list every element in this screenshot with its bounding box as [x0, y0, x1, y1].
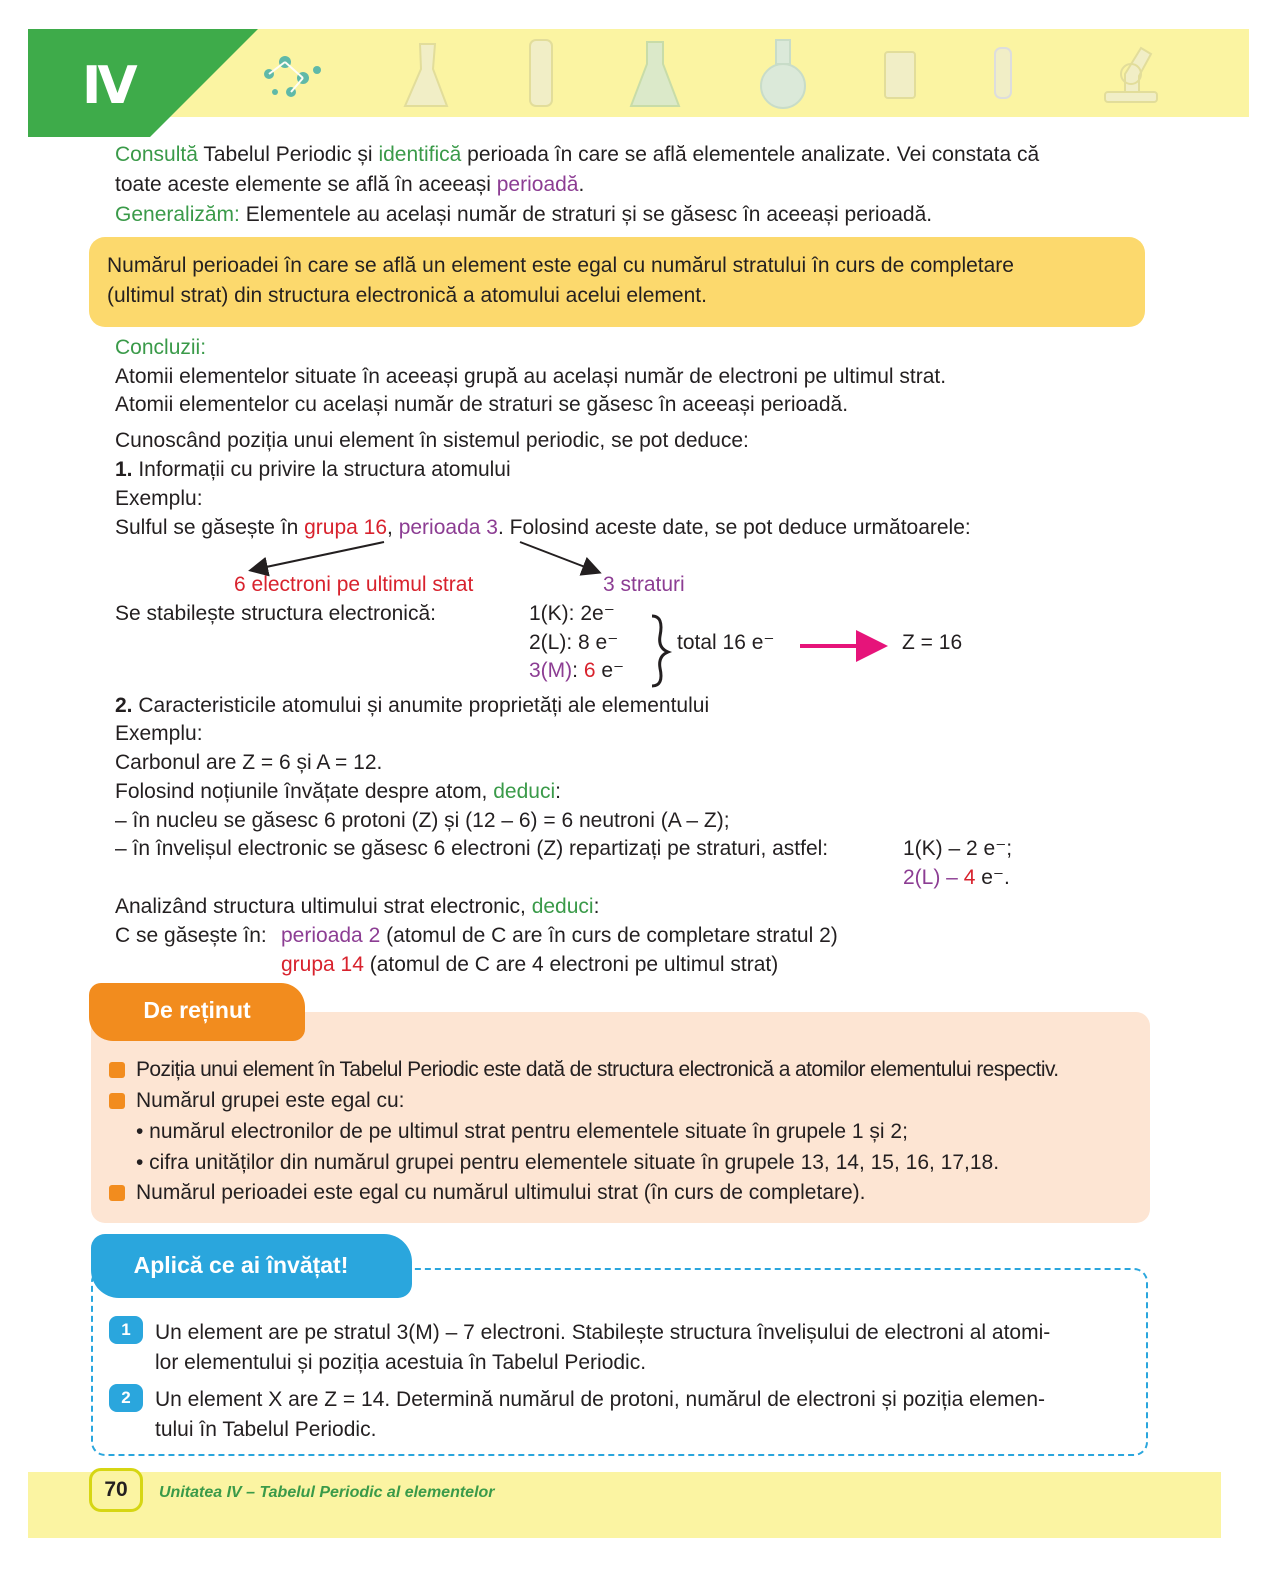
text: toate aceste elemente se află în aceeași: [115, 173, 497, 196]
keyword-deduce: deduci: [531, 895, 594, 918]
exercise-1-line-1: Un element are pe stratul 3(M) – 7 electroni. Stabilește structura învelișului de electroni al atomi-: [155, 1321, 1051, 1344]
item2-heading: [115, 691, 709, 720]
arrow-to-layers: [520, 542, 598, 572]
footer-title: Unitatea IV – Tabelul Periodic al elementelor: [159, 1484, 495, 1501]
carbon-found-label: C se găsește în:: [115, 924, 267, 947]
text: (atomul de C are 4 electroni pe ultimul strat): [363, 953, 779, 976]
exercise-2-line-2: tului în Tabelul Periodic.: [155, 1418, 377, 1441]
keyword-identify: identifică: [378, 143, 462, 166]
shell-line: – în învelișul electronic se găsesc 6 electroni (Z) repartizați pe straturi, astfel:: [115, 837, 829, 860]
rule-line-2: (ultimul strat) din structura electronică a atomului acelui element.: [107, 284, 707, 307]
total-electrons: total 16 e⁻: [677, 631, 775, 654]
bullet-icon: [109, 1185, 125, 1201]
shell-l-count: 4: [963, 866, 976, 889]
text: (atomul de C are în curs de completare stratul 2): [380, 924, 838, 947]
text: ,: [387, 516, 399, 539]
period-3: perioada 3: [398, 516, 498, 539]
analyze-line: [115, 892, 599, 921]
reminder-subitem-1: • numărul electronilor de pe ultimul strat pentru elementele situate în grupele 1 și 2;: [136, 1120, 908, 1143]
label-layers: 3 straturi: [603, 573, 685, 596]
example-label-2: Exemplu:: [115, 722, 203, 745]
shell-m-count: 6: [583, 659, 596, 682]
keyword-deduce: deduci: [493, 780, 556, 803]
keyword-generalize: Generalizăm:: [115, 203, 240, 226]
text: :: [593, 895, 600, 918]
bullet-icon: [109, 1062, 125, 1078]
example-label-1: Exemplu:: [115, 487, 203, 510]
reminder-item-1: Poziția unui element în Tabelul Periodic este dată de structura electronică a atomilor elementului respectiv.: [136, 1058, 1059, 1081]
item1-text: Informații cu privire la structura atomului: [132, 458, 511, 481]
text: Elementele au același număr de straturi și se găsesc în aceeași perioadă.: [239, 203, 933, 226]
text: Folosind noțiunile învățate despre atom,: [115, 780, 494, 803]
exercise-2-line-1: Un element X are Z = 14. Determină numărul de protoni, numărul de electroni și poziția elemen-: [155, 1388, 1046, 1411]
period-2: perioada 2: [281, 924, 381, 947]
conclusion-line-1: Atomii elementelor situate în aceeași grupă au același număr de electroni pe ultimul strat.: [115, 365, 947, 388]
shell-m: [529, 656, 624, 685]
page-number: 70: [89, 1468, 143, 1512]
conclusions-title: Concluzii:: [115, 336, 207, 359]
reminder-title: De reținut: [143, 997, 251, 1023]
keyword-consult: Consultă: [115, 143, 198, 166]
using-notions-line: [115, 777, 561, 806]
carbon-group-line: [281, 950, 778, 979]
nucleus-line: – în nucleu se găsesc 6 protoni (Z) și (12 – 6) = 6 neutroni (A – Z);: [115, 809, 730, 832]
exercise-number-badge: 1: [109, 1316, 143, 1344]
group-16: grupa 16: [304, 516, 388, 539]
item1-number: 1.: [115, 458, 133, 481]
reminder-item-2: Numărul grupei este egal cu:: [136, 1089, 405, 1112]
text: e⁻: [595, 659, 625, 682]
keyword-period: perioadă: [496, 173, 579, 196]
item2-text: Caracteristicile atomului și anumite proprietăți ale elementului: [132, 694, 710, 717]
text: e⁻.: [975, 866, 1010, 889]
exercise-title: Aplică ce ai învățat!: [133, 1252, 349, 1278]
conclusion-line-2: Atomii elementelor cu același număr de straturi se găsesc în aceeași perioadă.: [115, 393, 849, 416]
text: :: [572, 659, 584, 682]
atomic-number-result: Z = 16: [902, 631, 963, 654]
text: .: [578, 173, 585, 196]
text: . Folosind aceste date, se pot deduce următoarele:: [497, 516, 971, 539]
structure-label: Se stabilește structura electronică:: [115, 602, 436, 625]
carbon-shell-l: [903, 863, 1010, 892]
curly-brace: [652, 616, 668, 686]
reminder-item-3: Numărul perioadei este egal cu numărul ultimului strat (în curs de completare).: [136, 1181, 866, 1204]
text: Tabelul Periodic și: [197, 143, 379, 166]
shell-k: 1(K): 2e⁻: [529, 602, 615, 625]
arrow-to-electrons: [252, 542, 384, 570]
carbon-line: Carbonul are Z = 6 și A = 12.: [115, 751, 383, 774]
item2-number: 2.: [115, 694, 133, 717]
text: Sulful se găsește în: [115, 516, 305, 539]
group-14: grupa 14: [281, 953, 364, 976]
carbon-shell-k: 1(K) – 2 e⁻;: [903, 837, 1013, 860]
carbon-period-line: [281, 921, 838, 950]
shell-m-label: 3(M): [529, 659, 573, 682]
shell-l-label: 2(L) –: [903, 866, 964, 889]
text: Analizând structura ultimului strat electronic,: [115, 895, 532, 918]
exercise-number-badge: 2: [109, 1384, 143, 1412]
label-electrons-last-layer: 6 electroni pe ultimul strat: [234, 573, 474, 596]
deduce-intro: Cunoscând poziția unui element în sistemul periodic, se pot deduce:: [115, 429, 749, 452]
chapter-number: IV: [82, 56, 134, 116]
bullet-icon: [109, 1093, 125, 1109]
shell-l: 2(L): 8 e⁻: [529, 631, 619, 654]
reminder-subitem-2: • cifra unităților din numărul grupei pentru elementele situate în grupele 13, 14, 15, 16, 17,18.: [136, 1151, 1000, 1174]
exercise-1-line-2: lor elementului și poziția acestuia în Tabelul Periodic.: [155, 1351, 647, 1374]
text: perioada în care se află elementele analizate. Vei constata că: [461, 143, 1040, 166]
text: :: [555, 780, 561, 803]
rule-line-1: Numărul perioadei în care se află un element este egal cu numărul stratului în curs de completare: [107, 254, 1014, 277]
